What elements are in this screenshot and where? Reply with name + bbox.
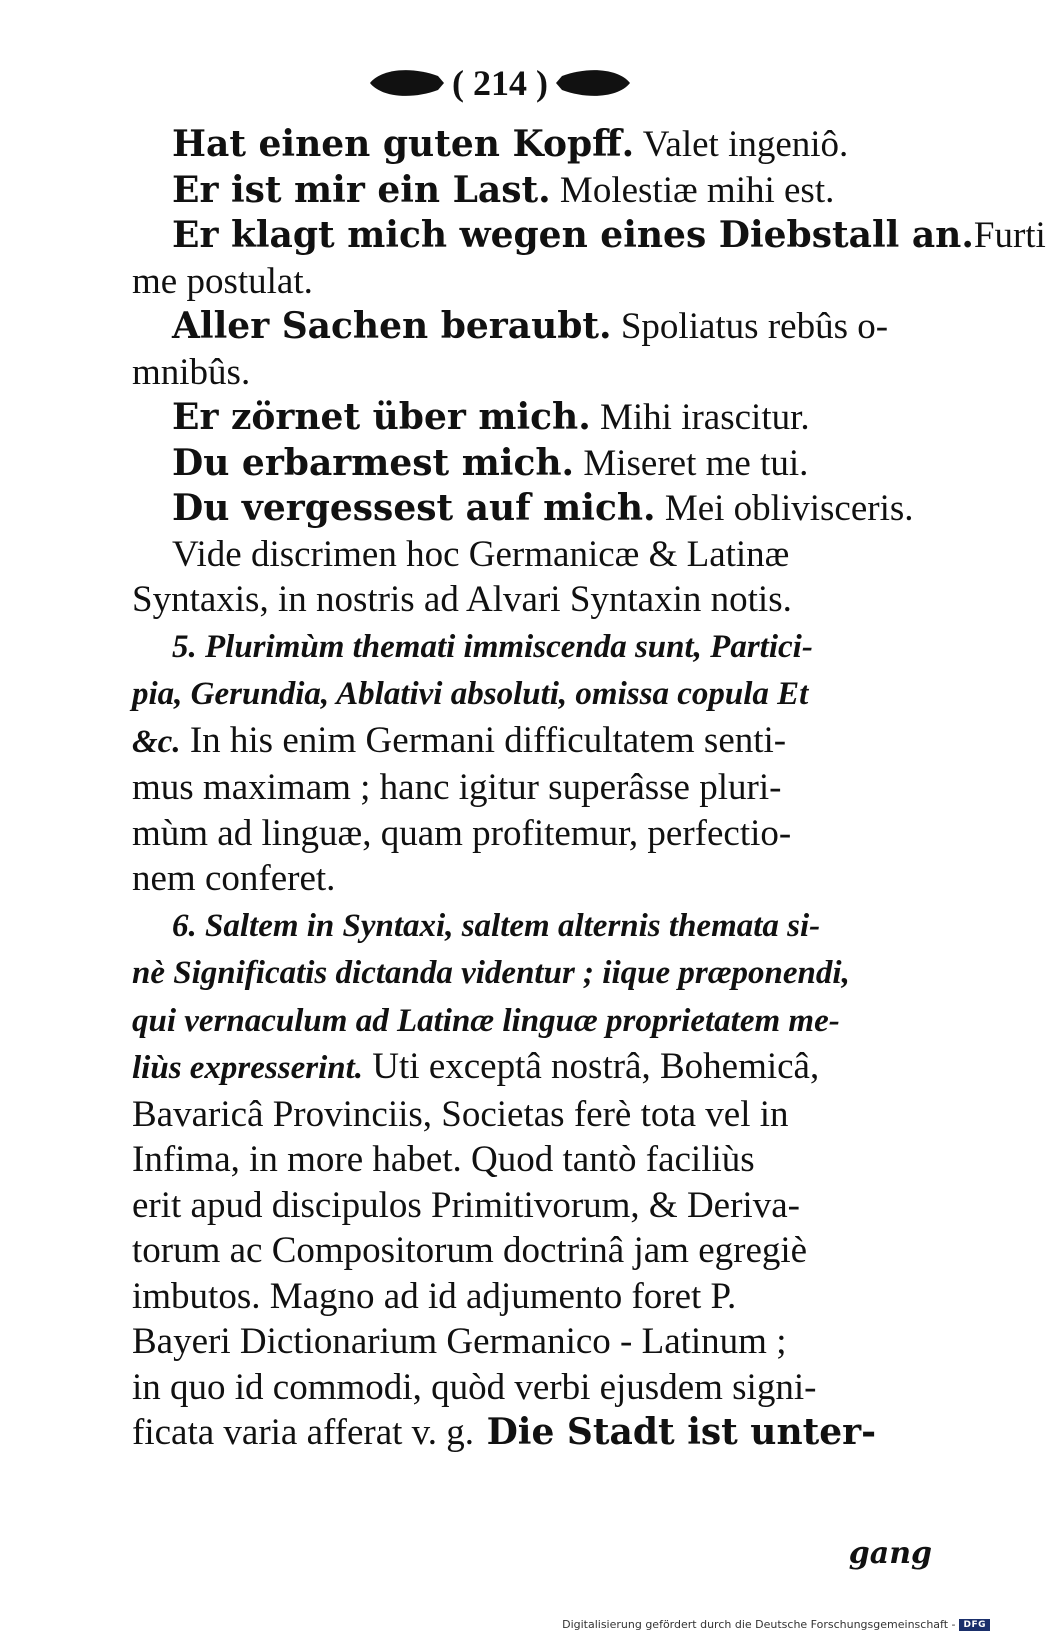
latin-text: Valet ingeniô.: [634, 124, 849, 165]
text-line: [132, 304, 932, 350]
latin-text: Mihi irascitur.: [590, 397, 810, 438]
latin-text: Mei oblivisceris.: [655, 488, 914, 529]
latin-text: Syntaxis, in nostris ad Alvari Syntaxin notis.: [132, 579, 792, 620]
german-text: Du vergessest auf mich.: [172, 487, 656, 529]
text-line: [132, 168, 932, 214]
text-line: [132, 122, 932, 168]
text-line: [132, 902, 932, 950]
latin-text: nem conferet.: [132, 858, 336, 899]
text-line: [132, 350, 932, 396]
latin-text: In his enim Germani difficultatem senti-: [180, 719, 787, 761]
german-text: Hat einen guten Kopff.: [172, 123, 635, 165]
latin-text: torum ac Compositorum doctrinâ jam egregiè: [132, 1230, 808, 1271]
german-text: Aller Sachen beraubt.: [172, 305, 612, 347]
text-line: [132, 395, 932, 441]
german-text: Er klagt mich wegen eines Diebstall an.: [172, 214, 974, 256]
text-line: [132, 1183, 932, 1229]
text-line: [132, 718, 932, 766]
text-line: [132, 765, 932, 811]
body-text: [132, 122, 1046, 1456]
german-text: Er zörnet über mich.: [172, 396, 591, 438]
right-ornament-icon: [554, 64, 634, 102]
text-line: [132, 811, 932, 857]
latin-text: Infima, in more habet. Quod tantò faciliùs: [132, 1139, 755, 1180]
italic-text: liùs expresserint.: [132, 1050, 364, 1086]
text-line: [132, 486, 932, 532]
latin-text: Bavaricâ Provinciis, Societas ferè tota vel in: [132, 1093, 789, 1135]
text-line: [132, 1044, 932, 1092]
latin-text: ficata varia afferat v. g.: [132, 1412, 475, 1453]
text-line: [132, 1319, 932, 1365]
left-ornament-icon: [366, 64, 446, 102]
dfg-logo-icon: DFG: [959, 1619, 990, 1631]
latin-text: imbutos. Magno ad id adjumento foret P.: [132, 1275, 737, 1317]
latin-text: Uti exceptâ nostrâ, Bohemicâ,: [363, 1046, 820, 1087]
page-header: [0, 62, 1000, 104]
text-line: [132, 856, 932, 902]
italic-text: 6. Saltem in Syntaxi, saltem alternis themata si-: [172, 907, 821, 944]
latin-text: Miseret me tui.: [574, 442, 809, 484]
footer-credit: Digitalisierung gefördert durch die Deutsche Forschungsgemeinschaft -: [562, 1618, 956, 1631]
german-text: Die Stadt ist unter-: [474, 1411, 877, 1453]
latin-text: mnibûs.: [132, 351, 251, 393]
italic-text: 5. Plurimùm themati immiscenda sunt, Partici-: [172, 628, 813, 665]
text-line: [132, 997, 932, 1045]
text-line: [132, 441, 932, 487]
text-line: [132, 1228, 932, 1274]
latin-text: Furti: [973, 215, 1046, 256]
latin-text: in quo id commodi, quòd verbi ejusdem signi-: [132, 1366, 817, 1408]
text-line: [132, 1092, 932, 1138]
latin-text: Molestiæ mihi est.: [550, 169, 835, 211]
italic-text: nè Significatis dictanda videntur ; iique præponendi,: [132, 955, 850, 991]
text-line: [132, 532, 932, 578]
italic-text: pia, Gerundia, Ablativi absoluti, omissa copula Et: [132, 676, 809, 712]
page-number: ( 214 ): [452, 63, 548, 103]
text-line: [132, 1365, 932, 1411]
text-line: [132, 259, 932, 305]
latin-text: Spoliatus rebûs o-: [611, 306, 889, 347]
text-line: [132, 949, 932, 997]
footer: [562, 1618, 990, 1631]
latin-text: mus maximam ; hanc igitur superâsse pluri-: [132, 767, 782, 808]
text-line: [132, 623, 932, 671]
german-text: Du erbarmest mich.: [172, 441, 575, 484]
text-line: [132, 213, 1046, 259]
latin-text: mùm ad linguæ, quam profitemur, perfectio-: [132, 812, 792, 854]
text-line: [132, 1274, 932, 1320]
italic-text: qui vernaculum ad Latinæ linguæ proprietatem me-: [132, 1002, 840, 1039]
text-line: [132, 670, 932, 718]
catchword: gang: [848, 1536, 932, 1571]
text-line: [132, 1137, 932, 1183]
latin-text: Vide discrimen hoc Germanicæ & Latinæ: [172, 533, 790, 575]
italic-text: &c.: [132, 723, 181, 760]
latin-text: me postulat.: [132, 260, 313, 302]
latin-text: erit apud discipulos Primitivorum, & Deriva-: [132, 1184, 800, 1226]
latin-text: Bayeri Dictionarium Germanico - Latinum ;: [132, 1321, 787, 1362]
german-text: Er ist mir ein Last.: [172, 168, 551, 211]
text-line: [132, 577, 932, 623]
text-line: [132, 1410, 932, 1456]
